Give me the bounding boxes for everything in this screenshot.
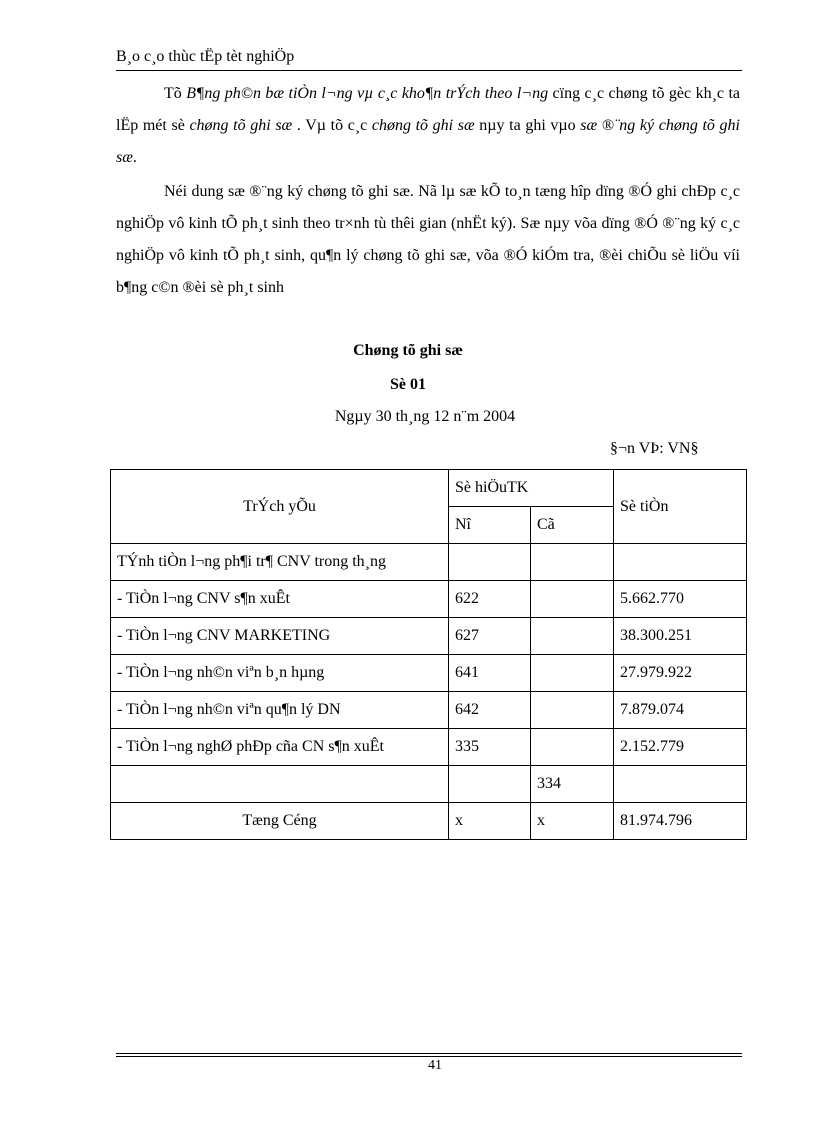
footer-divider [116,1056,742,1057]
row-debit: 622 [449,581,531,618]
row-debit [449,544,531,581]
row-debit: 335 [449,729,531,766]
row-desc: - TiÒn l¬ng CNV MARKETING [111,618,449,655]
row-debit: 642 [449,692,531,729]
paragraph-intro [116,78,740,174]
text-run: . [132,149,137,166]
total-amount: 81.974.796 [614,803,747,840]
table-total-row [111,803,747,840]
row-credit [531,581,614,618]
currency-unit: §¬n VÞ: VN§ [610,440,699,457]
row-amount: 27.979.922 [614,655,747,692]
italic-run: sæ ®¨ng ký chøng tõ ghi sæ [116,117,740,166]
row-desc: TÝnh tiÒn l¬ng ph¶i tr¶ CNV trong th¸ng [111,544,449,581]
row-amount [614,766,747,803]
header-amount: Sè tiÒn [614,470,747,544]
italic-run: chøng tõ ghi sæ [371,117,475,134]
table-row [111,581,747,618]
header-account: Sè hiÖuTK [449,470,614,507]
text-run: Tõ [164,85,187,102]
row-desc: - TiÒn l¬ng nghØ phÐp cña CN s¶n xuÊt [111,729,449,766]
italic-run: B¶ng ph©n bæ tiÒn l¬ng vµ c¸c kho¶n trÝch theo l¬ng [186,85,549,102]
row-amount: 2.152.779 [614,729,747,766]
table-row [111,655,747,692]
row-amount: 5.662.770 [614,581,747,618]
table-row [111,618,747,655]
text-run: nµy ta ghi vµo [474,117,581,134]
paragraph-content: Néi dung sæ ®¨ng ký chøng tõ ghi sæ. Nã lµ sæ kÕ to¸n tæng hîp dïng ®Ó ghi chÐp c¸c nghiÖp vô kinh tÕ ph¸t sinh theo tr×nh tù thêi gian (nhËt ký). Sæ nµy võa dïng ®Ó ®¨ng ký c¸c nghiÖp vô kinh tÕ ph¸t sinh, qu¶n lý chøng tõ ghi sæ, võa ®Ó kiÓm tra, ®èi chiÕu sè liÖu víi b¶ng c©n ®èi sè ph¸t sinh [116,183,740,296]
table-row [111,544,747,581]
row-credit [531,655,614,692]
italic-run: chøng tõ ghi sæ [189,117,293,134]
row-credit [531,544,614,581]
voucher-number: Sè 01 [390,376,426,393]
page-header: B¸o c¸o thùc tËp tèt nghiÖp [116,48,295,65]
header-divider [116,70,742,71]
total-credit: x [531,803,614,840]
row-credit: 334 [531,766,614,803]
voucher-title: Chøng tõ ghi sæ [353,342,463,359]
table-row [111,692,747,729]
header-credit: Cã [531,507,614,544]
row-amount: 7.879.074 [614,692,747,729]
footer-divider [116,1053,742,1054]
header-debit: Nî [449,507,531,544]
row-desc: - TiÒn l¬ng CNV s¶n xuÊt [111,581,449,618]
total-debit: x [449,803,531,840]
row-credit [531,618,614,655]
row-amount: 38.300.251 [614,618,747,655]
text-run: . Vµ tõ c¸c [292,117,372,134]
table-row [111,729,747,766]
total-label: Tæng Céng [111,803,449,840]
voucher-date: Ngµy 30 th¸ng 12 n¨m 2004 [334,408,516,425]
row-desc [111,766,449,803]
row-amount [614,544,747,581]
row-desc: - TiÒn l¬ng nh©n viªn b¸n hµng [111,655,449,692]
row-desc: - TiÒn l¬ng nh©n viªn qu¶n lý DN [111,692,449,729]
header-summary: TrÝch yÕu [111,470,449,544]
row-debit [449,766,531,803]
table-header-row [111,470,747,507]
row-debit: 641 [449,655,531,692]
voucher-table [110,469,747,840]
row-debit: 627 [449,618,531,655]
page-number: 41 [428,1058,442,1073]
row-credit [531,729,614,766]
row-credit [531,692,614,729]
text-run: cïng c¸c chøng tõ gèc kh¸c ta lËp mét sè [116,85,740,134]
table-row [111,766,747,803]
